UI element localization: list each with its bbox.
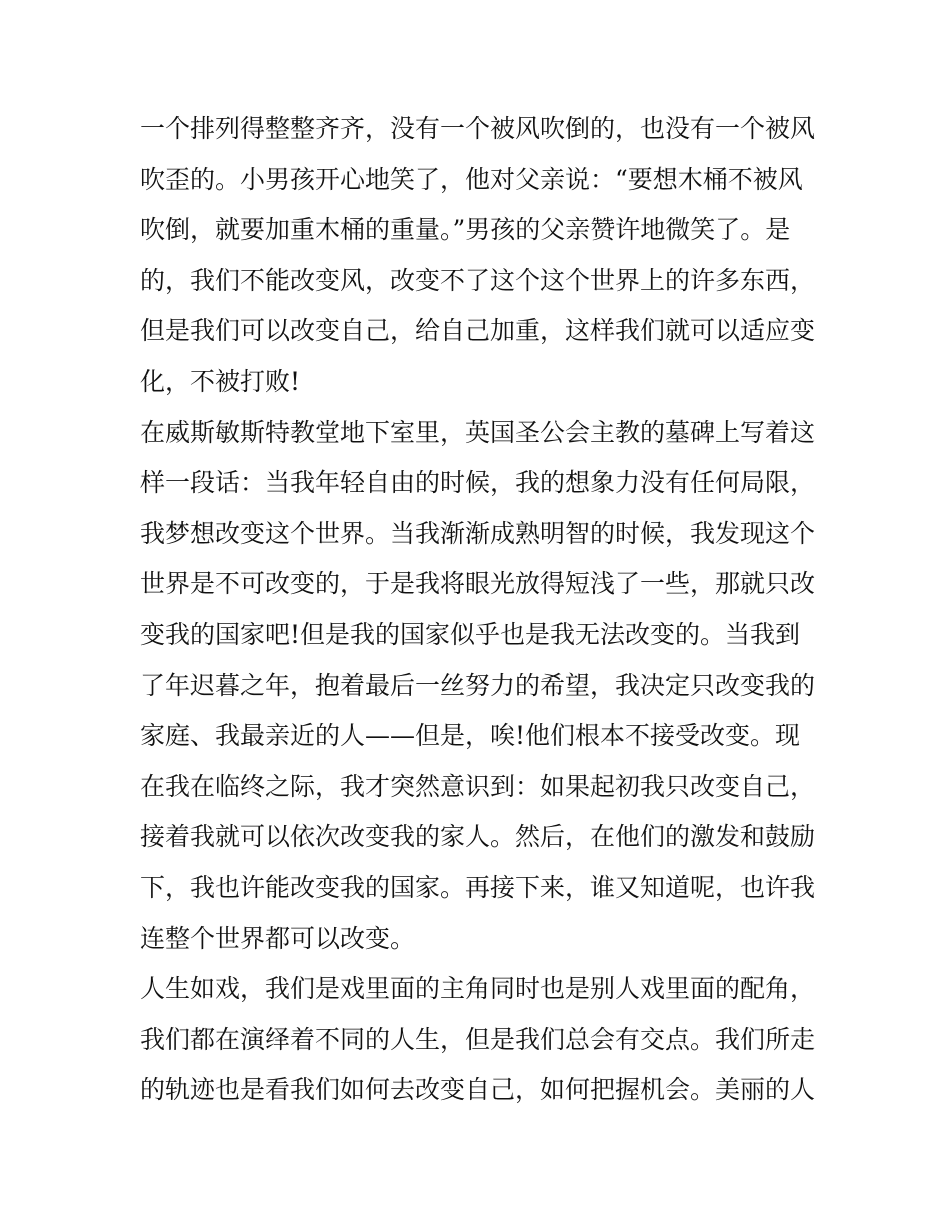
text-line: 但是我们可以改变自己，给自己加重，这样我们就可以适应变: [140, 316, 816, 346]
text-line: 连整个世界都可以改变。: [140, 923, 416, 953]
document-page: [140, 104, 816, 1116]
text-line: 人生如戏，我们是戏里面的主角同时也是别人戏里面的配角，: [140, 974, 816, 1004]
text-line: 样一段话：当我年轻自由的时候，我的想象力没有任何局限，: [140, 468, 816, 498]
text-line: 接着我就可以依次改变我的家人。然后，在他们的激发和鼓励: [140, 822, 816, 852]
text-line: 一个排列得整整齐齐，没有一个被风吹倒的，也没有一个被风: [140, 114, 816, 143]
text-line: 家庭、我最亲近的人——但是，唉!他们根本不接受改变。现: [140, 721, 801, 751]
text-line: 下，我也许能改变我的国家。再接下来，谁又知道呢，也许我: [140, 872, 816, 902]
text-line: 在威斯敏斯特教堂地下室里，英国圣公会主教的墓碑上写着这: [140, 417, 816, 447]
text-line: 了年迟暮之年，抱着最后一丝努力的希望，我决定只改变我的: [140, 670, 816, 700]
text-line: 的，我们不能改变风，改变不了这个这个世界上的许多东西，: [140, 265, 816, 295]
text-line: 在我在临终之际，我才突然意识到：如果起初我只改变自己，: [140, 771, 816, 801]
text-line: 吹倒，就要加重木桶的重量。”男孩的父亲赞许地微笑了。是: [140, 215, 791, 245]
text-line: 我们都在演绎着不同的人生，但是我们总会有交点。我们所走: [140, 1024, 816, 1054]
text-line: 化，不被打败!: [140, 366, 301, 396]
text-line: 变我的国家吧!但是我的国家似乎也是我无法改变的。当我到: [140, 619, 801, 649]
text-line: 世界是不可改变的，于是我将眼光放得短浅了一些，那就只改: [140, 569, 816, 599]
text-line: 我梦想改变这个世界。当我渐渐成熟明智的时候，我发现这个: [140, 518, 816, 548]
text-line: 吹歪的。小男孩开心地笑了，他对父亲说：“要想木桶不被风: [140, 164, 803, 194]
text-line: 的轨迹也是看我们如何去改变自己，如何把握机会。美丽的人: [140, 1075, 816, 1105]
